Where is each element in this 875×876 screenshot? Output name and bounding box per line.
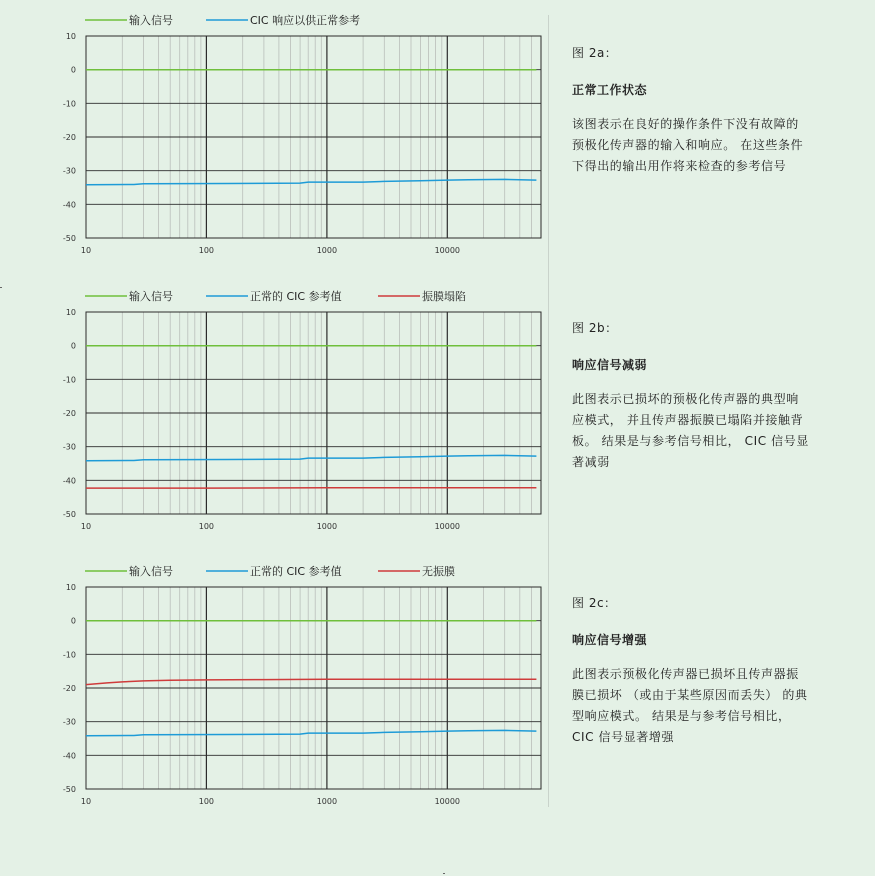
- series-line: [86, 679, 536, 684]
- description-line: 下得出的输出用作将来检查的参考信号: [572, 159, 787, 173]
- figure-2c-panel: [572, 594, 832, 748]
- y-tick-label: 10: [65, 583, 76, 592]
- chart-2a-svg: [60, 8, 545, 258]
- description-line: 该图表示在良好的操作条件下没有故障的: [572, 117, 799, 131]
- x-tick-label: 1000: [316, 246, 338, 255]
- stray-mark: [443, 873, 445, 874]
- x-tick-label: 10: [80, 522, 92, 531]
- legend-label: 输入信号: [129, 14, 173, 27]
- description-line: 膜已损坏 （或由于某些原因而丢失） 的典: [572, 688, 808, 702]
- y-tick-label: -40: [62, 751, 76, 761]
- figure-2b-panel: [572, 319, 832, 473]
- x-tick-label: 10: [80, 797, 92, 806]
- y-tick-label: -10: [62, 99, 76, 109]
- y-tick-label: -50: [62, 234, 76, 243]
- y-tick-label: -30: [62, 717, 76, 727]
- description-line: 型响应模式。 结果是与参考信号相比，: [572, 709, 791, 723]
- y-tick-label: -40: [62, 200, 76, 210]
- legend-label: 无振膜: [422, 565, 455, 578]
- description-line: 应模式， 并且传声器振膜已塌陷并接触背: [572, 413, 804, 427]
- x-tick-label: 1000: [316, 797, 338, 806]
- legend-label: 振膜塌陷: [422, 290, 466, 303]
- y-tick-label: 0: [70, 616, 76, 626]
- x-tick-label: 10000: [434, 797, 461, 806]
- description-line: CIC 信号显著增强: [572, 730, 675, 744]
- figure-2a-panel: [572, 44, 832, 177]
- y-tick-label: -20: [62, 133, 76, 142]
- series-line: [86, 179, 536, 184]
- legend-label: CIC 响应以供正常参考: [250, 14, 361, 27]
- y-tick-label: -20: [62, 684, 76, 693]
- x-tick-label: 1000: [316, 522, 338, 531]
- series-line: [86, 730, 536, 735]
- figure-label: 图 2a：: [572, 46, 618, 60]
- figure-title: 响应信号减弱: [572, 358, 648, 372]
- y-tick-label: 0: [70, 341, 76, 351]
- figure-description: [572, 389, 832, 473]
- legend-label: 输入信号: [129, 290, 173, 303]
- description-line: 此图表示预极化传声器已损坏且传声器振: [572, 667, 799, 681]
- y-tick-label: -20: [62, 409, 76, 418]
- chart-2c-svg: [60, 559, 545, 809]
- description-line: 此图表示已损坏的预极化传声器的典型响: [572, 392, 799, 406]
- figure-description: [572, 114, 832, 177]
- description-line: 预极化传声器的输入和响应。 在这些条件: [572, 138, 804, 152]
- figure-title: 正常工作状态: [572, 83, 648, 97]
- chart-2b: [60, 284, 545, 534]
- legend-label: 正常的 CIC 参考值: [250, 565, 342, 578]
- y-tick-label: -30: [62, 442, 76, 452]
- stray-mark: [0, 287, 2, 288]
- figure-label: 图 2c：: [572, 596, 617, 610]
- figure-description: [572, 664, 832, 748]
- x-tick-label: 100: [198, 246, 215, 255]
- y-tick-label: -50: [62, 510, 76, 519]
- y-tick-label: 0: [70, 65, 76, 75]
- figure-title: 响应信号增强: [572, 633, 648, 647]
- x-tick-label: 100: [198, 522, 215, 531]
- y-tick-label: -50: [62, 785, 76, 794]
- x-tick-label: 10000: [434, 522, 461, 531]
- figure-label: 图 2b：: [572, 321, 618, 335]
- description-line: 著减弱: [572, 455, 610, 469]
- description-line: 板。 结果是与参考信号相比， CIC 信号显: [572, 434, 809, 448]
- x-tick-label: 10: [80, 246, 92, 255]
- legend-label: 输入信号: [129, 565, 173, 578]
- x-tick-label: 100: [198, 797, 215, 806]
- x-tick-label: 10000: [434, 246, 461, 255]
- chart-2a: [60, 8, 545, 258]
- y-tick-label: -40: [62, 476, 76, 486]
- y-tick-label: -30: [62, 166, 76, 176]
- y-tick-label: 10: [65, 308, 76, 317]
- y-tick-label: -10: [62, 650, 76, 660]
- chart-2c: [60, 559, 545, 809]
- chart-2b-svg: [60, 284, 545, 534]
- y-tick-label: 10: [65, 32, 76, 41]
- series-line: [86, 455, 536, 460]
- legend-label: 正常的 CIC 参考值: [250, 290, 342, 303]
- vertical-divider: [548, 15, 549, 807]
- y-tick-label: -10: [62, 375, 76, 385]
